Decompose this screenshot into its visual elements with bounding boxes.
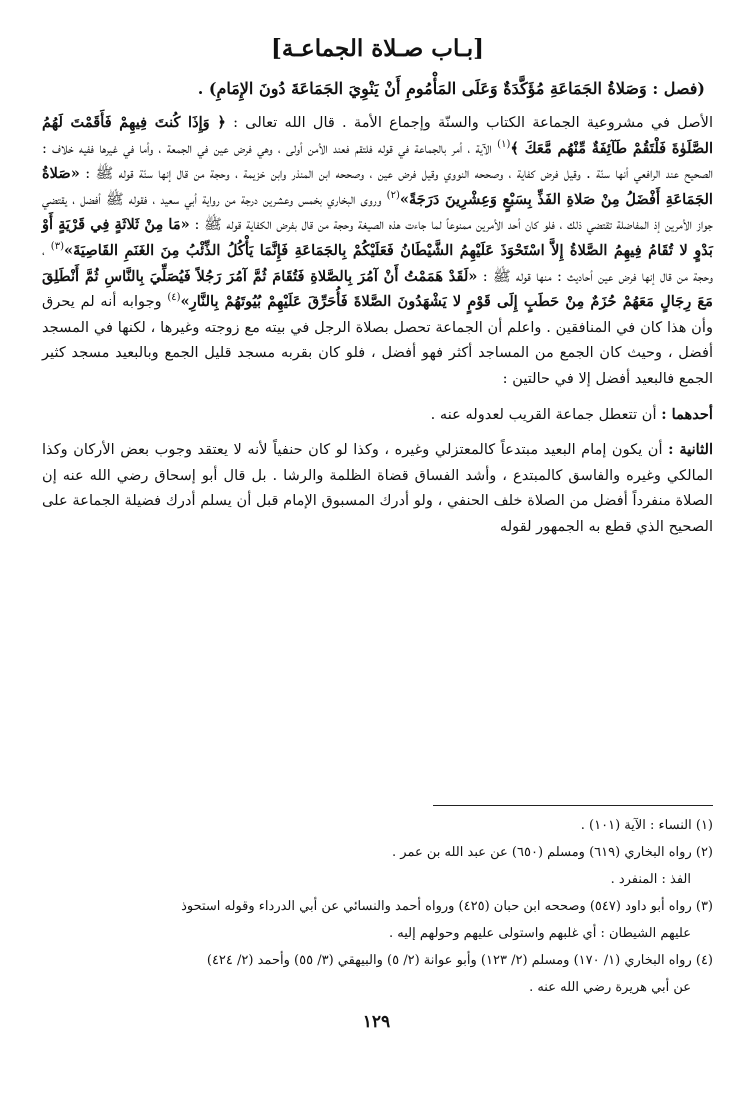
footnote-continuation: عن أبي هريرة رضي الله عنه . [529, 980, 691, 995]
footnote: (٣) رواه أبو داود (٥٤٧) وصححه ابن حبان (٤٢٥) ورواه أحمد والنسائي عن أبي الدرداء وقوله استحوذ [181, 899, 713, 914]
quran-verse: ﴿ وَإِذَا كُنتَ فِيهِمْ فَأَقَمْتَ لَهُمُ الصَّلَوٰةَ فَلْتَقُمْ طَآئِفَةٌ مِّنْهُم مَّعَكَ ﴾ [42, 114, 713, 157]
paragraph-2 [42, 402, 713, 428]
footnote-ref: (١) [497, 138, 511, 150]
footnote-ref: (٤) [167, 292, 181, 304]
section-text: وَصَلاةُ الجَمَاعَةِ مُؤَكَّدَةٌ وَعَلَى المَأْمُومِ أَنْ يَنْوِيَ الجَمَاعَةَ دُونَ الإِمَامِ) . [197, 79, 647, 98]
text-run: ، وحجة من قال إنها فرض عين أحاديث : منها قوله ﷺ : [42, 241, 713, 285]
footnote: (٤) رواه البخاري (١/ ١٧٠) ومسلم (٢/ ١٢٣) وأبو عوانة (٢/ ٥) والبيهقي (٣/ ٥٥) وأحمد (٢/ ٤٢٤) [206, 953, 713, 968]
main-text [42, 110, 713, 540]
text-run: الأصل في مشروعية الجماعة الكتاب والسنّة وإجماع الأمة . قال الله تعالى : [233, 114, 714, 131]
paragraph-1 [42, 110, 713, 392]
footnote: (٢) رواه البخاري (٦١٩) ومسلم (٦٥٠) عن عبد الله بن عمر . [392, 845, 713, 860]
paragraph-lead: الثانية : [668, 441, 714, 459]
section-label: (فصل : [652, 79, 705, 98]
footnote-continuation: عليهم الشيطان : أي غلبهم واستولى عليهم وحولهم إليه . [389, 926, 691, 941]
footnotes [42, 812, 713, 1001]
hadith-quote: «لَقَدْ هَمَمْتُ أَنْ آمُرَ بِالصَّلاةِ فَتُقَامَ ثُمَّ آمُرَ رَجُلاً فَيُصَلِّيَ بِالنَّاسِ ثُمَّ أَنْطَلِقَ مَعَ رِجَالٍ مَعَهُمْ حُزَمٌ مِنْ حَطَبٍ إِلَى قَوْمٍ لا يَشْهَدُونَ الصَّلاةَ فَأُحَرِّقَ عَلَيْهِمْ بُيُوتَهُمْ بِالنَّارِ» [42, 267, 713, 311]
hadith-quote: «مَا مِنْ ثَلاثَةٍ فِي قَرْيَةٍ أَوْ بَدْوٍ لا تُقَامُ فِيهِمُ الصَّلاةُ إِلاَّ اسْتَحْوَذَ عَلَيْهِمُ الشَّيْطَانُ فَعَلَيْكُمْ بِالجَمَاعَةِ فَإِنَّمَا يَأْكُلُ الذِّئْبُ مِنَ الغَنَمِ القَاصِيَةَ» [42, 216, 713, 259]
text-run: الآية ، أمر بالجماعة في قوله فلتقم فعند الأمن أولى ، وهي فرض عين في الجمعة ، وأما في غيرها ففيه خلاف : الصحيح عند الرافعي أنها سنّة . وقيل فرض كفاية ، وصححه النووي وقيل فرض عين ، وصححه ابن المنذر وابن خزيمة ، وحجة من قال إنها سنّة قوله ﷺ : [42, 139, 714, 183]
text-run: أن تتعطل جماعة القريب لعدوله عنه . [430, 405, 657, 423]
footnote-divider [433, 805, 713, 806]
page-number: ١٢٩ [362, 1012, 391, 1032]
footnote: (١) النساء : الآية (١٠١) . [580, 818, 713, 833]
footnote-continuation: الفذ : المنفرد . [610, 872, 691, 887]
hadith-quote: «صَلاةُ الجَمَاعَةِ أَفْضَلُ مِنْ صَلاةِ الفَذِّ بِسَبْعٍ وَعِشْرِينَ دَرَجَةً» [42, 165, 713, 208]
chapter-title: [بـاب صـلاة الجماعـة] [271, 35, 484, 62]
footnote-ref: (٣) [50, 241, 64, 253]
text-run: وجوابه أنه لم يحرق وأن هذا كان في المنافقين . واعلم أن الجماعة تحصل بصلاة الرجل في بيته مع زوجته وغيرها ، لكنها في المسجد أفضل ، وحيث كان الجمع من المساجد أكثر فهو أفضل ، فلو كان بقربه مسجد قليل الجمع وبالبعيد مسجد كثير الجمع فالبعيد أفضل إلا في حالتين : [42, 293, 713, 387]
paragraph-3 [42, 437, 713, 539]
text-run: وروى البخاري بخمس وعشرين درجة من رواية أبي سعيد ، فقوله ﷺ أفضل ، يقتضي جواز الأمرين إذ المفاضلة تقتضي ذلك ، فلو كان أحد الأمرين ممنوعاً لما جاءت هذه الصيغة وحجة من قال بفرض الكفاية قوله ﷺ : [42, 190, 714, 234]
section-heading [42, 74, 713, 104]
paragraph-lead: أحدهما : [661, 405, 713, 423]
text-run: أن يكون إمام البعيد مبتدعاً كالمعتزلي وغيره ، وكذا لو كان حنفياً لأنه لا يعتقد وجوب بعض الأركان وكذا المالكي وغيره والفاسق كالمبتدع ، وأشد الفساق قضاة الظلمة والرشا . بل قال أبو إسحاق رضي الله عنه إن الصلاة منفرداً أفضل من الصلاة خلف الحنفي ، ولو أدرك المسبوق الإمام قبل أن يسلم أدرك فضيلة الجماعة على الصحيح الذي قطع به الجمهور لقوله [42, 441, 713, 535]
footnote-ref: (٢) [386, 189, 400, 201]
